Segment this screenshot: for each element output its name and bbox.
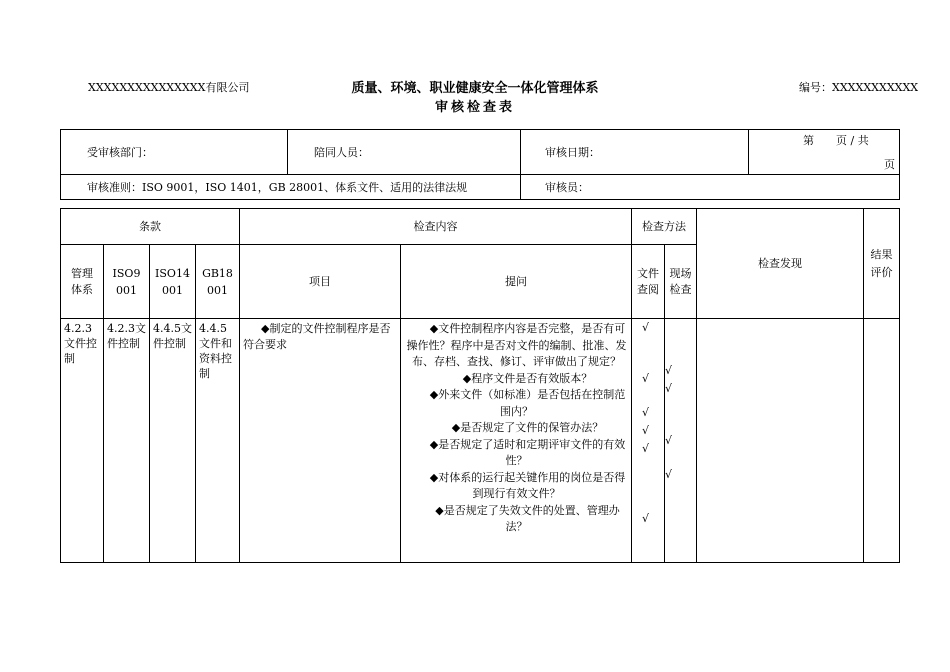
clause-mgmt-cell: 4.2.3文件控制 — [61, 319, 104, 563]
clause-header: 条款 — [61, 209, 240, 245]
question-item: ◆对体系的运行起关键作用的岗位是否得到现行有效文件？ — [429, 470, 626, 500]
question-item: ◆外来文件（如标准）是否包括在控制范围内？ — [429, 388, 626, 418]
accompany-field: 陪同人员： — [288, 130, 521, 175]
company-name: XXXXXXXXXXXXXXX有限公司 — [88, 81, 250, 94]
mgmt-system-header: 管理体系 — [61, 245, 104, 319]
check-mark: √ — [642, 406, 650, 419]
check-mark: √ — [642, 512, 650, 525]
iso9001-header: ISO9001 — [104, 245, 150, 319]
page-number-field — [749, 130, 900, 175]
question-cell — [401, 319, 632, 563]
result-header: 结果评价 — [864, 209, 900, 319]
checklist-table — [60, 208, 900, 563]
question-header: 提问 — [401, 245, 632, 319]
check-mark: √ — [642, 372, 650, 385]
page-number-line-2: 页 — [884, 158, 895, 171]
question-item: ◆程序文件是否有效版本？ — [462, 371, 593, 385]
iso14001-header: ISO14001 — [150, 245, 196, 319]
document-title: 质量、环境、职业健康安全一体化管理体系 — [351, 81, 599, 96]
check-method-header: 检查方法 — [632, 209, 697, 245]
audited-dept-field: 受审核部门： — [61, 130, 288, 175]
doc-review-header: 文件查阅 — [632, 245, 665, 319]
item-cell: ◆制定的文件控制程序是否符合要求 — [240, 319, 401, 563]
check-mark: √ — [665, 468, 673, 481]
page-number-line-1: 第 页 / 共 — [803, 134, 869, 147]
question-item: ◆是否规定了文件的保管办法？ — [451, 421, 604, 434]
doc-review-cell — [632, 319, 665, 563]
document-subtitle: 审核检查表 — [434, 100, 515, 115]
finding-cell — [697, 319, 864, 563]
site-check-header: 现场检查 — [665, 245, 697, 319]
clause-9001-cell: 4.2.3文件控制 — [104, 319, 150, 563]
check-mark: √ — [642, 321, 650, 334]
gb18001-header: GB18001 — [196, 245, 240, 319]
item-header: 项目 — [240, 245, 401, 319]
audit-criteria-field: 审核准则：ISO 9001，ISO 1401，GB 28001、体系文件、适用的法律法规 — [61, 175, 521, 200]
audit-date-field: 审核日期： — [521, 130, 749, 175]
result-cell — [864, 319, 900, 563]
question-item: ◆是否规定了适时和定期评审文件的有效性？ — [429, 437, 626, 467]
question-item: ◆文件控制程序内容是否完整，是否有可操作性？程序中是否对文件的编制、批准、发布、存档、查找、修订、评审做出了规定？ — [406, 322, 627, 368]
check-mark: √ — [642, 442, 650, 455]
audit-info-table — [60, 129, 900, 200]
finding-header: 检查发现 — [697, 209, 864, 319]
check-mark: √ — [665, 434, 673, 447]
clause-gb-cell: 4.4.5文件和资料控制 — [196, 319, 240, 563]
site-check-cell — [665, 319, 697, 563]
document-number: 编号：XXXXXXXXXXX — [799, 81, 919, 94]
auditor-field: 审核员： — [521, 175, 900, 200]
question-item: ◆是否规定了失效文件的处置、管理办法？ — [435, 503, 620, 533]
clause-14001-cell: 4.4.5文件控制 — [150, 319, 196, 563]
check-content-header: 检查内容 — [240, 209, 632, 245]
check-mark: √ — [665, 382, 673, 395]
check-mark: √ — [642, 424, 650, 437]
check-mark: √ — [665, 364, 673, 377]
